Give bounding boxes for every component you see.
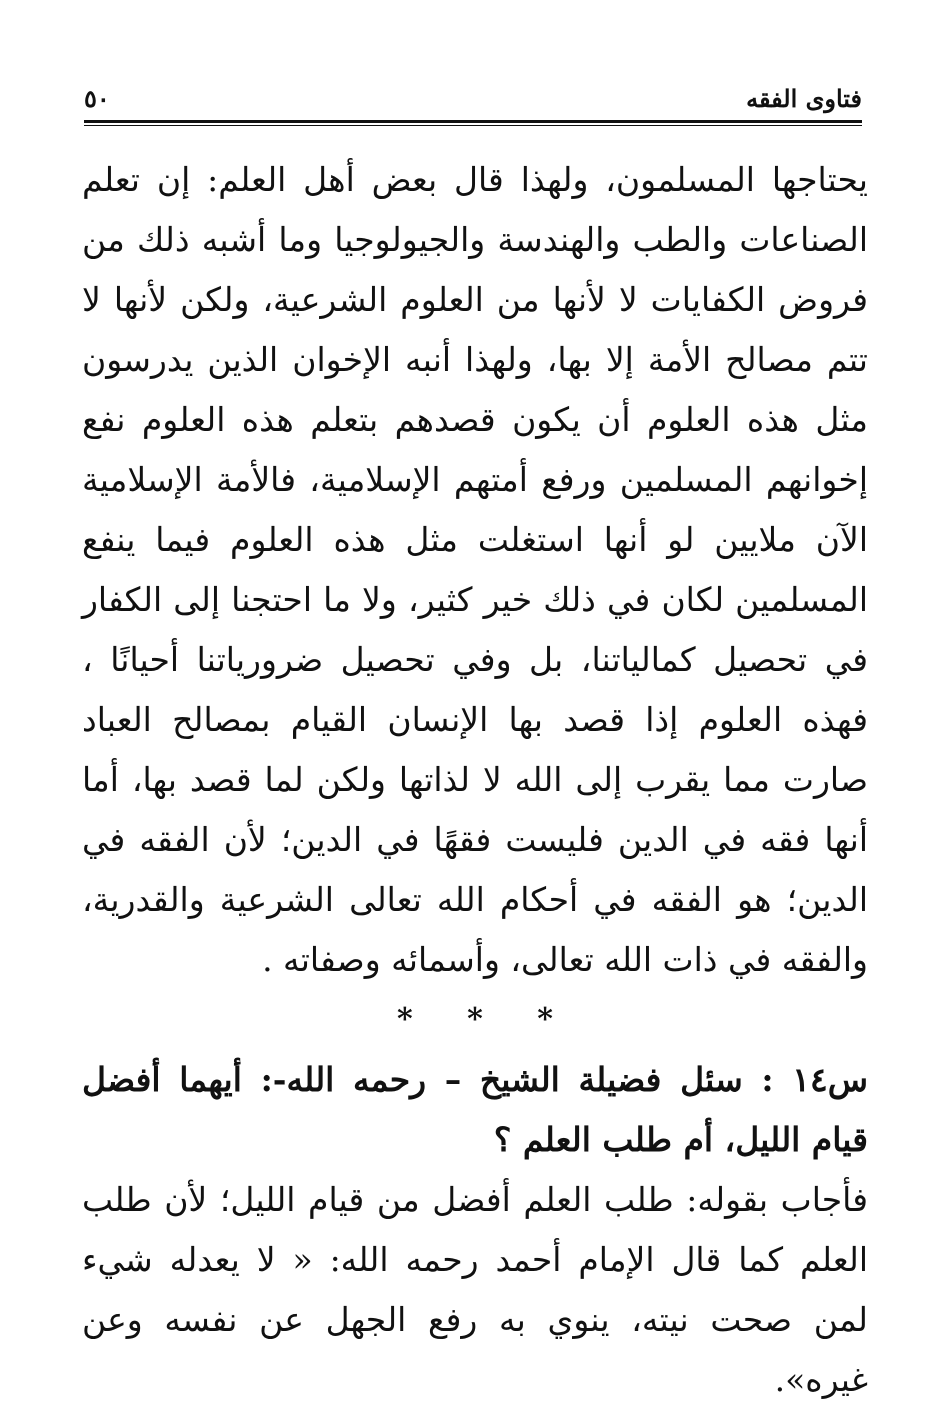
running-title: فتاوى الفقه [746,84,862,113]
page-header [84,84,862,120]
page-number: ٥٠ [84,84,110,113]
answer-paragraph: فأجاب بقوله: طلب العلم أفضل من قيام الليل؛ لأن طلب العلم كما قال الإمام أحمد رحمه الله: « لا يعدله شيء لمن صحت نيته، ينوي به رفع الجهل عن نفسه وعن غيره». [82,1180,868,1399]
question-heading: س١٤ : سئل فضيلة الشيخ – رحمه الله-: أيهما أفضل قيام الليل، أم طلب العلم ؟ [82,1060,868,1159]
page-body [82,150,868,1410]
section-separator: * * * [397,1002,553,1037]
header-divider [84,120,862,126]
paragraph-intro: يحتاجها المسلمون، ولهذا قال بعض أهل العلم: إن تعلم الصناعات والطب والهندسة والجيولوجيا وما أشبه ذلك من فروض الكفايات لا لأنها من العلوم الشرعية، ولكن لأنها لا تتم مصالح الأمة إلا بها، ولهذا أنبه الإخوان الذين يدرسون مثل هذه العلوم أن يكون قصدهم بتعلم هذه العلوم نفع إخوانهم المسلمين ورفع أمتهم الإسلامية، فالأمة الإسلامية الآن ملايين لو أنها استغلت مثل هذه العلوم فيما ينفع المسلمين لكان في ذلك خير كثير، ولا ما احتجنا إلى الكفار في تحصيل كمالياتنا، بل وفي تحصيل ضرورياتنا أحيانًا ، فهذه العلوم إذا قصد بها الإنسان القيام بمصالح العباد صارت مما يقرب إلى الله لا لذاتها ولكن لما قصد بها، أما أنها فقه في الدين فليست فقهًا في الدين؛ لأن الفقه في الدين؛ هو الفقه في أحكام الله تعالى الشرعية والقدرية، والفقه في ذات الله تعالى، وأسمائه وصفاته . [82,160,868,979]
